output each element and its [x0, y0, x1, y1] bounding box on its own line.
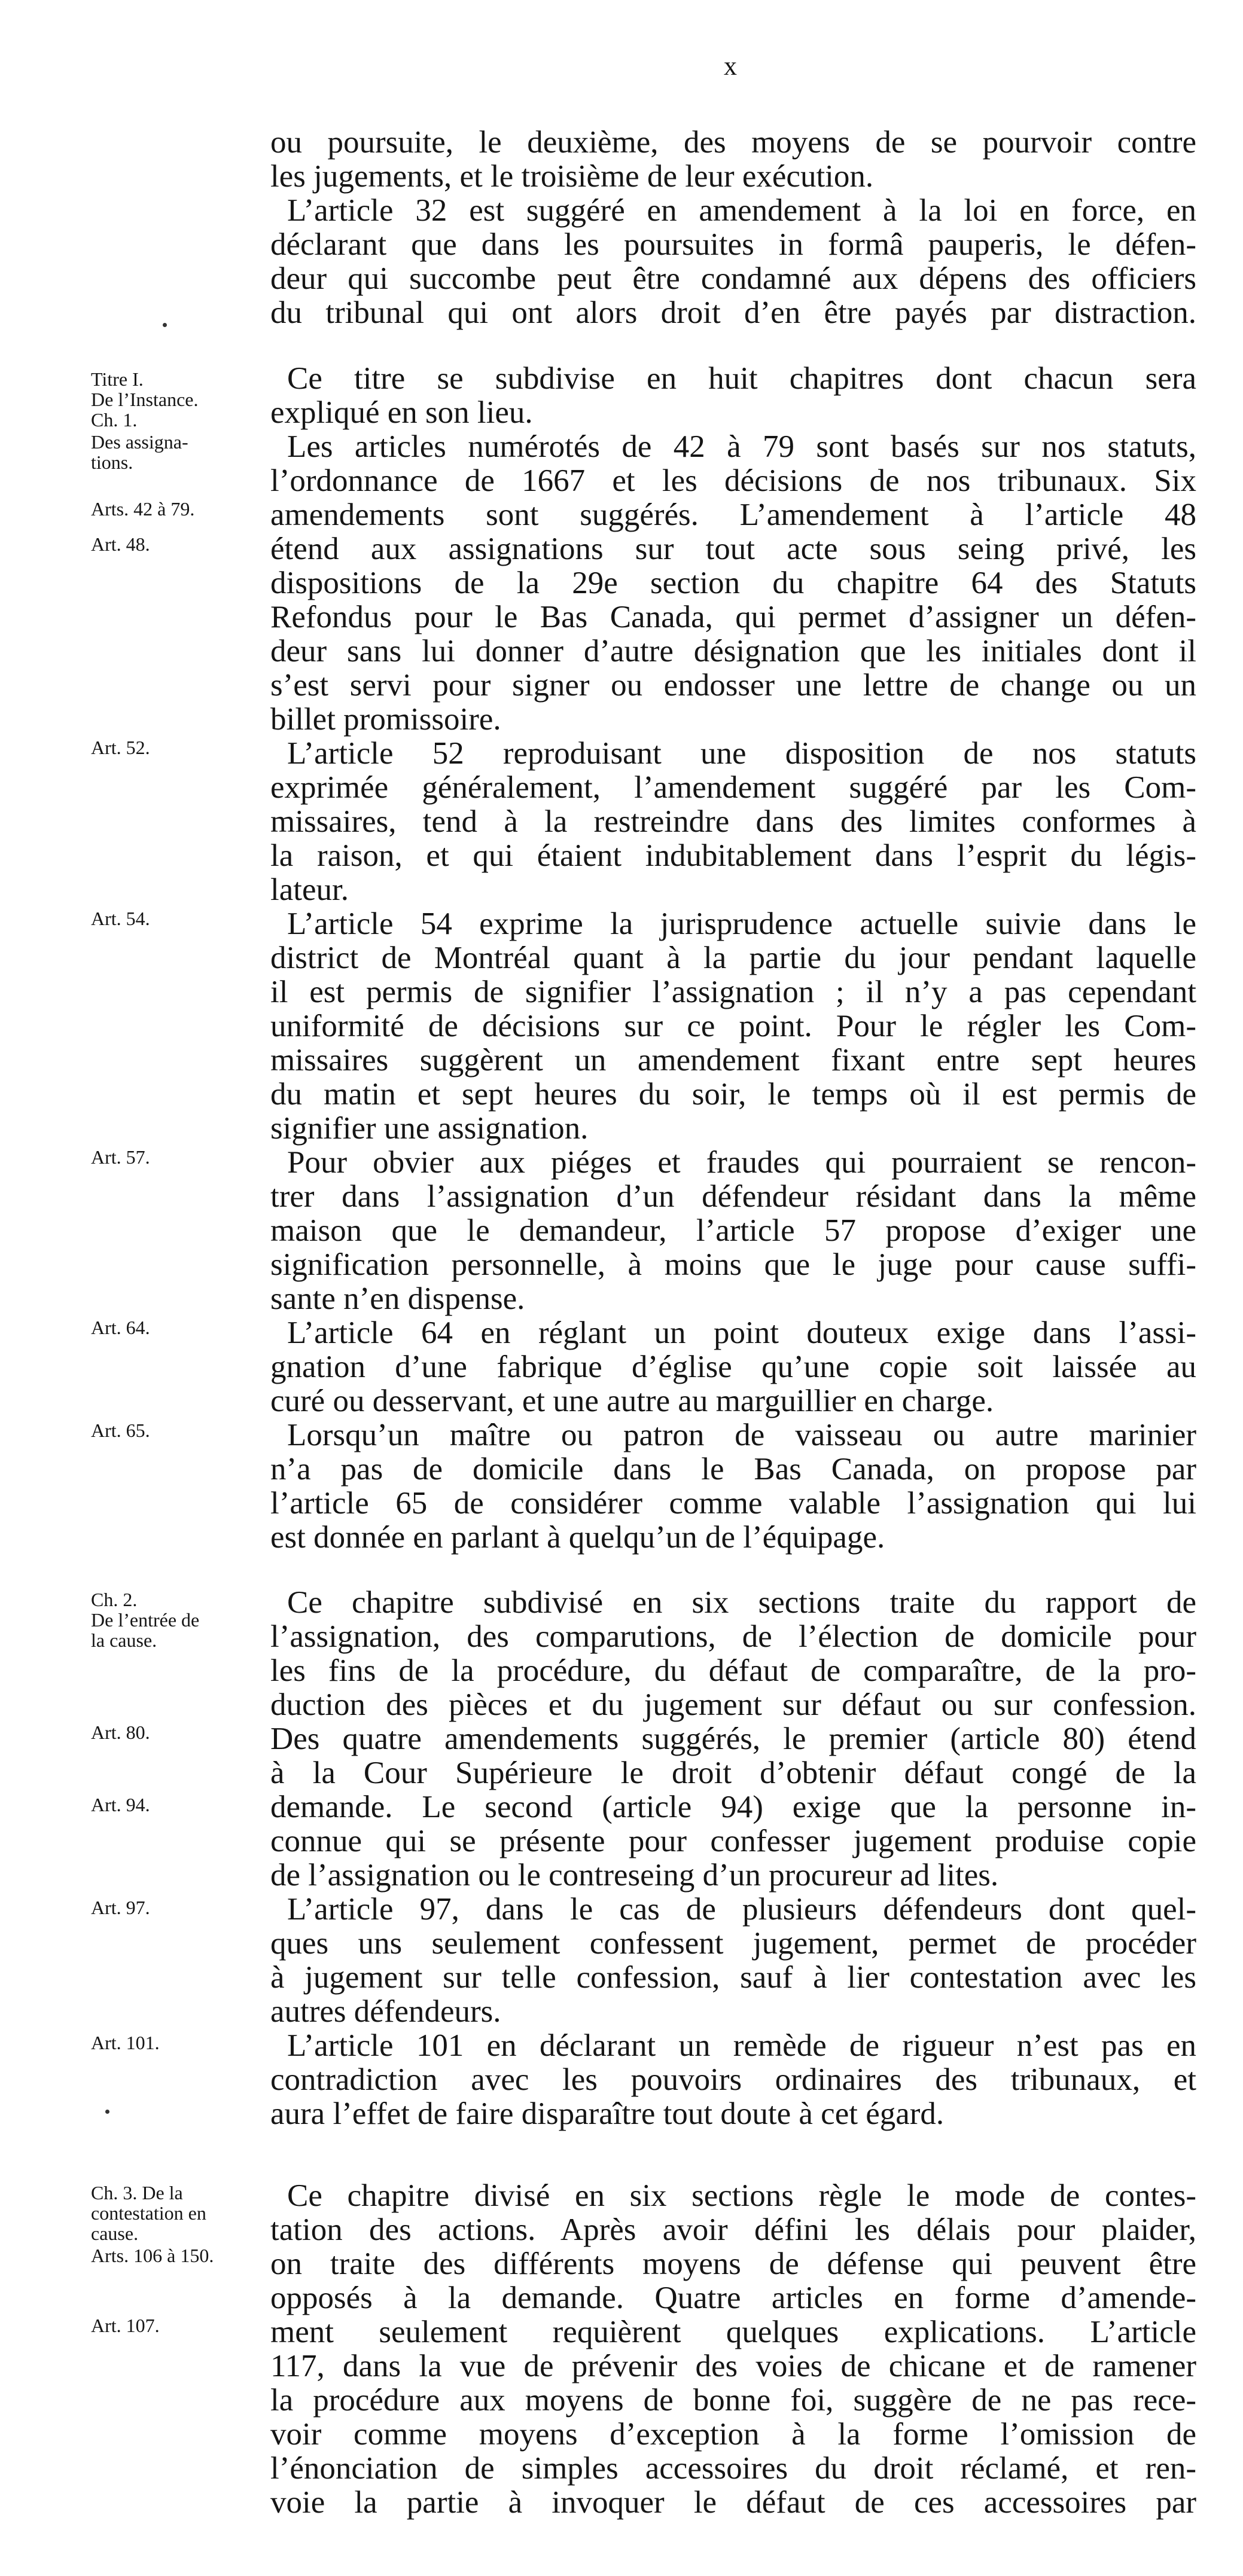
text-line: voie la partie à invoquer le défaut de ces accessoires par: [270, 2485, 1196, 2520]
text-line: ment seulement requièrent quelques explications. L’article: [270, 2315, 1196, 2349]
text-line: billet promissoire.: [270, 702, 501, 737]
text-line: autres défendeurs.: [270, 1994, 501, 2029]
margin-note-line: Art. 80.: [91, 1722, 150, 1743]
text-line: duction des pièces et du jugement sur défaut ou sur confession.: [270, 1687, 1196, 1722]
text-line: voir comme moyens d’exception à la forme l’omission de: [270, 2417, 1196, 2452]
margin-note-line: Art. 52.: [91, 737, 150, 758]
text-line: lateur.: [270, 872, 349, 907]
text-line: on traite des différents moyens de défense qui peuvent être: [270, 2247, 1196, 2281]
paragraph-intro-continued: [270, 126, 1196, 194]
text-line: tation des actions. Après avoir défini les délais pour plaider,: [270, 2212, 1196, 2247]
text-line: l’assignation, des comparutions, de l’élection de domicile pour: [270, 1619, 1196, 1654]
text-line: l’ordonnance de 1667 et les décisions de nos tribunaux. Six: [270, 463, 1196, 498]
margin-note-line: De l’Instance.: [91, 389, 199, 410]
margin-note-line: Art. 48.: [91, 533, 150, 555]
paragraph-article-54: [270, 907, 1196, 1146]
text-line: trer dans l’assignation d’un défendeur résidant dans la même: [270, 1179, 1196, 1214]
text-line: déclarant que dans les poursuites in formâ pauperis, le défen-: [270, 227, 1196, 262]
text-line: contradiction avec les pouvoirs ordinaires des tribunaux, et: [270, 2062, 1196, 2097]
margin-note-line: la cause.: [91, 1629, 157, 1651]
text-line: opposés à la demande. Quatre articles en forme d’amende-: [270, 2281, 1196, 2315]
text-line: n’a pas de domicile dans le Bas Canada, on propose par: [270, 1452, 1196, 1487]
text-line: gnation d’une fabrique d’église qu’une copie soit laissée au: [270, 1350, 1196, 1384]
text-line: missaires, tend à la restreindre dans des limites conformes à: [270, 804, 1196, 839]
margin-note-line: Art. 65.: [91, 1420, 150, 1441]
text-line: à jugement sur telle confession, sauf à lier contestation avec les: [270, 1960, 1196, 1995]
margin-note-line: contestation en: [91, 2202, 206, 2224]
text-line: du matin et sept heures du soir, le temps où il est permis de: [270, 1077, 1196, 1112]
text-line: les fins de la procédure, du défaut de comparaître, de la pro-: [270, 1653, 1196, 1688]
paragraph-titre-1: [270, 362, 1196, 430]
text-line: Ce titre se subdivise en huit chapitres dont chacun sera: [287, 361, 1196, 396]
text-line: amendements sont suggérés. L’amendement à l’article 48: [270, 498, 1196, 532]
text-line: dispositions de la 29e section du chapitre 64 des Statuts: [270, 566, 1196, 600]
text-line: à la Cour Supérieure le droit d’obtenir défaut congé de la: [270, 1756, 1196, 1790]
text-line: Les articles numérotés de 42 à 79 sont basés sur nos statuts,: [287, 429, 1196, 464]
text-line: deur sans lui donner d’autre désignation que les initiales dont il: [270, 634, 1196, 669]
text-line: Pour obvier aux piéges et fraudes qui pourraient se rencon-: [287, 1145, 1196, 1180]
text-line: les jugements, et le troisième de leur exécution.: [270, 159, 874, 194]
paragraph-chapitre-2: [270, 1586, 1196, 1893]
text-line: sante n’en dispense.: [270, 1281, 525, 1316]
paragraph-article-52: [270, 737, 1196, 907]
text-line: L’article 54 exprime la jurisprudence actuelle suivie dans le: [287, 907, 1196, 941]
print-speck: [163, 323, 167, 327]
margin-note-art-65: [91, 1420, 264, 1440]
margin-note-line: cause.: [91, 2223, 139, 2244]
paragraph-article-101: [270, 2029, 1196, 2131]
paragraph-articles-42-79: [270, 430, 1196, 737]
text-line: curé ou desservant, et une autre au marguillier en charge.: [270, 1384, 994, 1418]
margin-note-line: Des assigna-: [91, 431, 188, 453]
text-line: missaires suggèrent un amendement fixant entre sept heures: [270, 1043, 1196, 1078]
margin-note-art-54: [91, 908, 264, 929]
text-line: connue qui se présente pour confesser jugement produise copie: [270, 1824, 1196, 1858]
text-line: est donnée en parlant à quelqu’un de l’équipage.: [270, 1520, 885, 1555]
text-line: demande. Le second (article 94) exige que la personne in-: [270, 1790, 1196, 1824]
margin-note-line: De l’entrée de: [91, 1609, 200, 1631]
text-line: deur qui succombe peut être condamné aux dépens des officiers: [270, 261, 1196, 296]
text-line: il est permis de signifier l’assignation ; il n’y a pas cependant: [270, 975, 1196, 1009]
margin-note-art-57: [91, 1147, 264, 1167]
margin-note-line: Ch. 1.: [91, 409, 138, 431]
text-line: exprimée généralement, l’amendement suggéré par les Com-: [270, 770, 1196, 805]
margin-note-ch-2: [91, 1589, 264, 1650]
margin-note-art-94: [91, 1794, 264, 1815]
text-line: L’article 97, dans le cas de plusieurs défendeurs dont quel-: [287, 1892, 1196, 1927]
text-line: s’est servi pour signer ou endosser une lettre de change ou un: [270, 668, 1196, 703]
margin-note-line: Art. 57.: [91, 1146, 150, 1168]
text-line: la raison, et qui étaient indubitablement dans l’esprit du légis-: [270, 838, 1196, 873]
margin-note-art-107: [91, 2315, 264, 2336]
text-line: L’article 64 en réglant un point douteux exige dans l’assi-: [287, 1316, 1196, 1350]
margin-note-arts-42-79: [91, 499, 264, 519]
print-speck: [105, 2110, 109, 2114]
margin-note-line: Art. 107.: [91, 2315, 160, 2336]
text-line: la procédure aux moyens de bonne foi, suggère de ne pas rece-: [270, 2383, 1196, 2418]
text-line: L’article 52 reproduisant une disposition de nos statuts: [287, 736, 1196, 771]
margin-note-art-52: [91, 737, 264, 758]
text-line: L’article 32 est suggéré en amendement à la loi en force, en: [287, 193, 1196, 228]
margin-note-line: tions.: [91, 451, 133, 473]
margin-note-art-97: [91, 1897, 264, 1918]
paragraph-article-57: [270, 1146, 1196, 1316]
margin-note-art-101: [91, 2032, 264, 2053]
text-line: signification personnelle, à moins que le juge pour cause suffi-: [270, 1247, 1196, 1282]
margin-note-line: Ch. 2.: [91, 1589, 138, 1610]
margin-note-arts-106-150: [91, 2245, 264, 2266]
text-line: uniformité de décisions sur ce point. Pour le régler les Com-: [270, 1009, 1196, 1043]
text-line: signifier une assignation.: [270, 1111, 589, 1146]
margin-note-assignations: [91, 432, 264, 472]
margin-note-art-80: [91, 1722, 264, 1742]
text-line: Ce chapitre divisé en six sections règle le mode de contes-: [287, 2178, 1196, 2213]
text-line: l’énonciation de simples accessoires du droit réclamé, et ren-: [270, 2451, 1196, 2486]
text-line: ques uns seulement confessent jugement, permet de procéder: [270, 1926, 1196, 1961]
margin-note-line: Art. 54.: [91, 908, 150, 929]
paragraph-article-64: [270, 1316, 1196, 1418]
page-number: x: [724, 51, 737, 81]
margin-note-line: Art. 94.: [91, 1794, 150, 1815]
text-line: étend aux assignations sur tout acte sous seing privé, les: [270, 532, 1196, 566]
margin-note-art-64: [91, 1317, 264, 1338]
margin-note-line: Titre I.: [91, 368, 144, 390]
text-line: aura l’effet de faire disparaître tout doute à cet égard.: [270, 2096, 945, 2131]
text-line: 117, dans la vue de prévenir des voies de chicane et de ramener: [270, 2349, 1196, 2383]
paragraph-article-97: [270, 1893, 1196, 2029]
paragraph-chapitre-3: [270, 2179, 1196, 2520]
margin-note-line: Arts. 42 à 79.: [91, 498, 195, 520]
text-line: de l’assignation ou le contreseing d’un procureur ad lites.: [270, 1858, 999, 1893]
text-line: ou poursuite, le deuxième, des moyens de se pourvoir contre: [270, 125, 1196, 160]
margin-note-titre-1: [91, 369, 264, 430]
text-line: Des quatre amendements suggérés, le premier (article 80) étend: [270, 1722, 1196, 1756]
margin-note-line: Art. 97.: [91, 1897, 150, 1918]
text-line: l’article 65 de considérer comme valable l’assignation qui lui: [270, 1486, 1196, 1521]
text-line: district de Montréal quant à la partie du jour pendant laquelle: [270, 941, 1196, 975]
text-line: Refondus pour le Bas Canada, qui permet d’assigner un défen-: [270, 600, 1196, 634]
margin-note-art-48: [91, 534, 264, 554]
paragraph-article-32: [270, 194, 1196, 330]
text-line: L’article 101 en déclarant un remède de rigueur n’est pas en: [287, 2028, 1196, 2063]
text-line: maison que le demandeur, l’article 57 propose d’exiger une: [270, 1213, 1196, 1248]
text-line: expliqué en son lieu.: [270, 395, 533, 430]
margin-note-line: Art. 64.: [91, 1317, 150, 1338]
margin-note-line: Art. 101.: [91, 2032, 160, 2053]
text-line: Lorsqu’un maître ou patron de vaisseau ou autre marinier: [287, 1418, 1196, 1452]
text-line: Ce chapitre subdivisé en six sections traite du rapport de: [287, 1585, 1196, 1620]
text-line: du tribunal qui ont alors droit d’en être payés par distraction.: [270, 295, 1196, 330]
paragraph-article-65: [270, 1418, 1196, 1555]
margin-note-line: Arts. 106 à 150.: [91, 2245, 214, 2266]
margin-note-line: Ch. 3. De la: [91, 2182, 183, 2203]
margin-note-ch-3: [91, 2183, 264, 2244]
